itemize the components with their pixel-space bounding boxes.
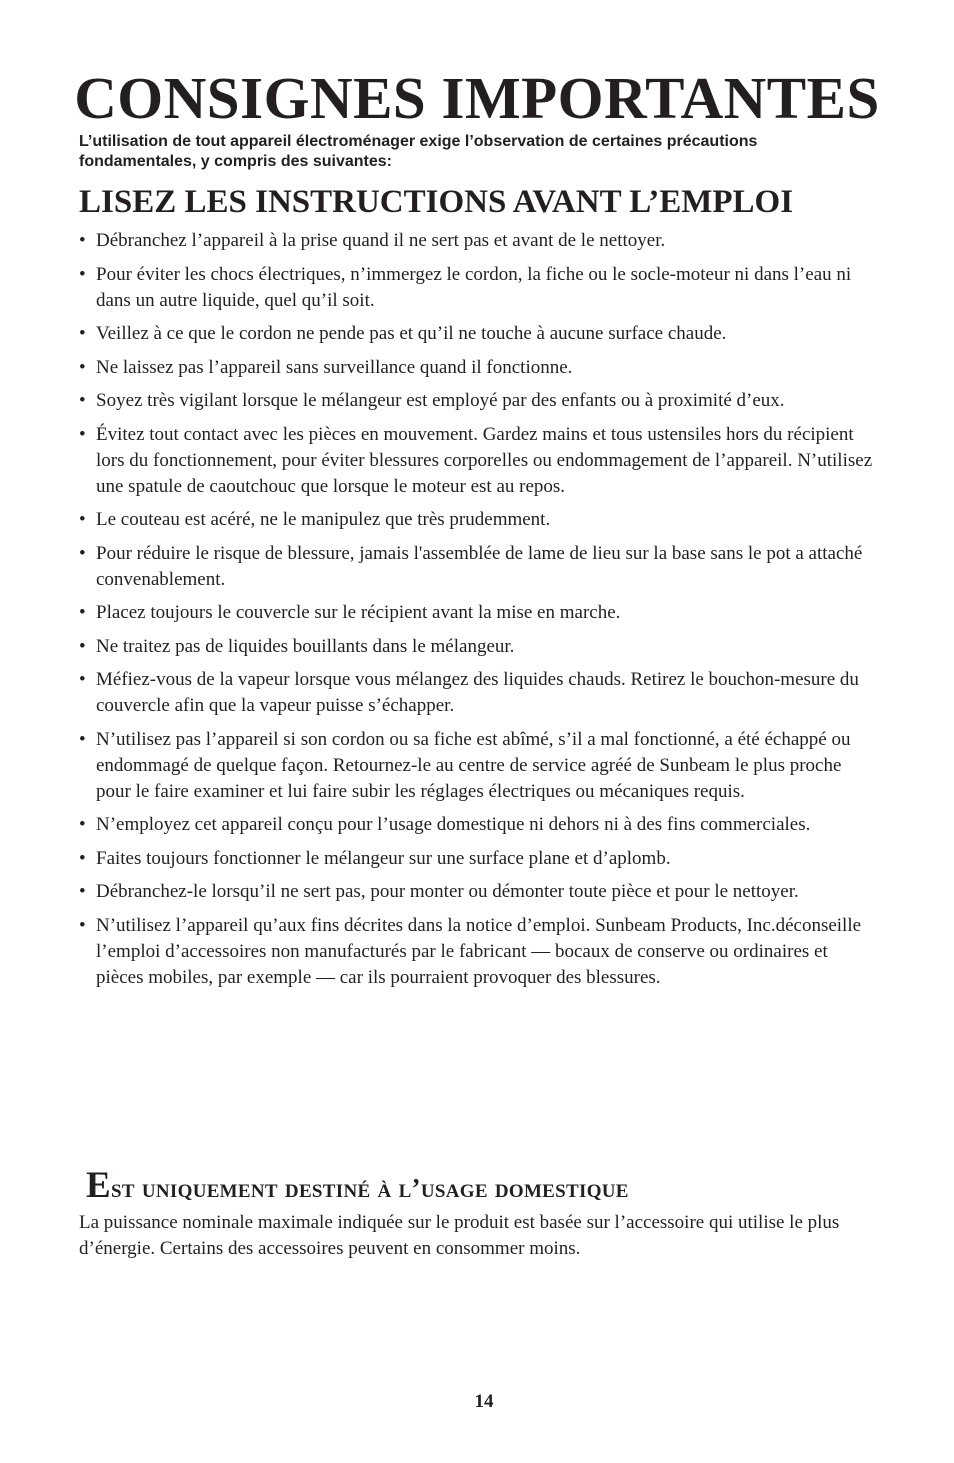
list-item-text: Le couteau est acéré, ne le manipulez que très prudemment. (96, 509, 551, 530)
bullet-icon: • (79, 847, 86, 869)
heading-initial: E (86, 1165, 111, 1206)
list-item (79, 541, 879, 593)
list-item (79, 355, 879, 381)
list-item (79, 422, 879, 500)
list-item (79, 228, 879, 254)
list-item-text: Pour réduire le risque de blessure, jamais l'assemblée de lame de lieu sur la base sans le pot a attaché convenablement. (96, 542, 863, 590)
list-item (79, 600, 879, 626)
bullet-icon: • (79, 542, 86, 564)
list-item-text: Débranchez l’appareil à la prise quand il ne sert pas et avant de le nettoyer. (96, 230, 666, 251)
list-item-text: Soyez très vigilant lorsque le mélangeur est employé par des enfants ou à proximité d’eux. (96, 390, 785, 411)
page-title: CONSIGNES IMPORTANTES (74, 65, 880, 131)
section-heading-domestic-use (86, 1166, 886, 1208)
list-item (79, 846, 879, 872)
list-item-text: Placez toujours le couvercle sur le récipient avant la mise en marche. (96, 602, 621, 623)
list-item-text: Veillez à ce que le cordon ne pende pas et qu’il ne touche à aucune surface chaude. (96, 323, 727, 344)
list-item (79, 634, 879, 660)
list-item (79, 727, 879, 805)
list-item (79, 388, 879, 414)
page-number: 14 (474, 1391, 494, 1412)
bullet-icon: • (79, 881, 86, 902)
bullet-icon: • (79, 423, 86, 445)
bullet-icon: • (79, 356, 86, 378)
bullet-icon: • (79, 914, 86, 936)
list-item-text: Pour éviter les chocs électriques, n’immergez le cordon, la fiche ou le socle-moteur ni dans l’eau ni dans un autre liquide, quel qu’il soit. (96, 263, 852, 311)
bullet-icon: • (79, 390, 86, 411)
bullet-icon: • (79, 323, 86, 344)
safety-instructions-list (79, 228, 879, 998)
bullet-icon: • (79, 669, 86, 690)
list-item (79, 507, 879, 533)
heading-rest: st uniquement destiné à l’usage domestique (110, 1173, 629, 1203)
bullet-icon: • (79, 230, 86, 251)
list-item-text: Ne laissez pas l’appareil sans surveillance quand il fonctionne. (96, 356, 573, 378)
bullet-icon: • (79, 263, 86, 285)
list-item-text: Débranchez-le lorsqu’il ne sert pas, pour monter ou démonter toute pièce et pour le nettoyer. (96, 881, 799, 902)
bullet-icon: • (79, 814, 86, 835)
list-item-text: N’employez cet appareil conçu pour l’usage domestique ni dehors ni à des fins commerciales. (96, 814, 811, 835)
list-item (79, 321, 879, 347)
list-item (79, 913, 879, 991)
list-item-text: Ne traitez pas de liquides bouillants dans le mélangeur. (96, 635, 515, 657)
bullet-icon: • (79, 602, 86, 623)
intro-text: L’utilisation de tout appareil électroménager exige l’observation de certaines précautions fondamentales, y compris des suivantes: (79, 133, 758, 170)
list-item-text: Évitez tout contact avec les pièces en mouvement. Gardez mains et tous ustensiles hors du récipient lors du fonctionnement, pour éviter blessures corporelles ou endommagement de l’appareil. N’utilisez une spatule de caoutchouc que lorsque le moteur est au repos. (96, 423, 873, 497)
list-item (79, 879, 879, 905)
section-heading-read-instructions: LISEZ LES INSTRUCTIONS AVANT L’EMPLOI (79, 184, 794, 220)
bullet-icon: • (79, 509, 86, 530)
bullet-icon: • (79, 728, 86, 750)
list-item (79, 262, 879, 314)
list-item-text: Faites toujours fonctionner le mélangeur sur une surface plane et d’aplomb. (96, 847, 671, 869)
list-item-text: Méfiez-vous de la vapeur lorsque vous mélangez des liquides chauds. Retirez le bouchon-mesure du couvercle afin que la vapeur puisse s’échapper. (96, 669, 859, 716)
list-item (79, 812, 879, 838)
list-item-text: N’utilisez pas l’appareil si son cordon ou sa fiche est abîmé, s’il a mal fonctionné, a été échappé ou endommagé de quelque façon. Retournez-le au centre de service agréé de Sunbeam le plus proche pour le faire examiner et lui faire subir les réglages électriques ou mécaniques requis. (96, 728, 851, 802)
list-item-text: N’utilisez l’appareil qu’aux fins décrites dans la notice d’emploi. Sunbeam Products, Inc.déconseille l’emploi d’accessoires non manufacturés par le fabricant — bocaux de conserve ou ordinaires et pièces mobiles, par exemple — car ils pourraient provoquer des blessures. (96, 914, 862, 988)
bullet-icon: • (79, 635, 86, 657)
list-item (79, 667, 879, 719)
power-rating-note: La puissance nominale maximale indiquée sur le produit est basée sur l’accessoire qui utilise le plus d’énergie. Certains des accessoires peuvent en consommer moins. (79, 1212, 840, 1259)
